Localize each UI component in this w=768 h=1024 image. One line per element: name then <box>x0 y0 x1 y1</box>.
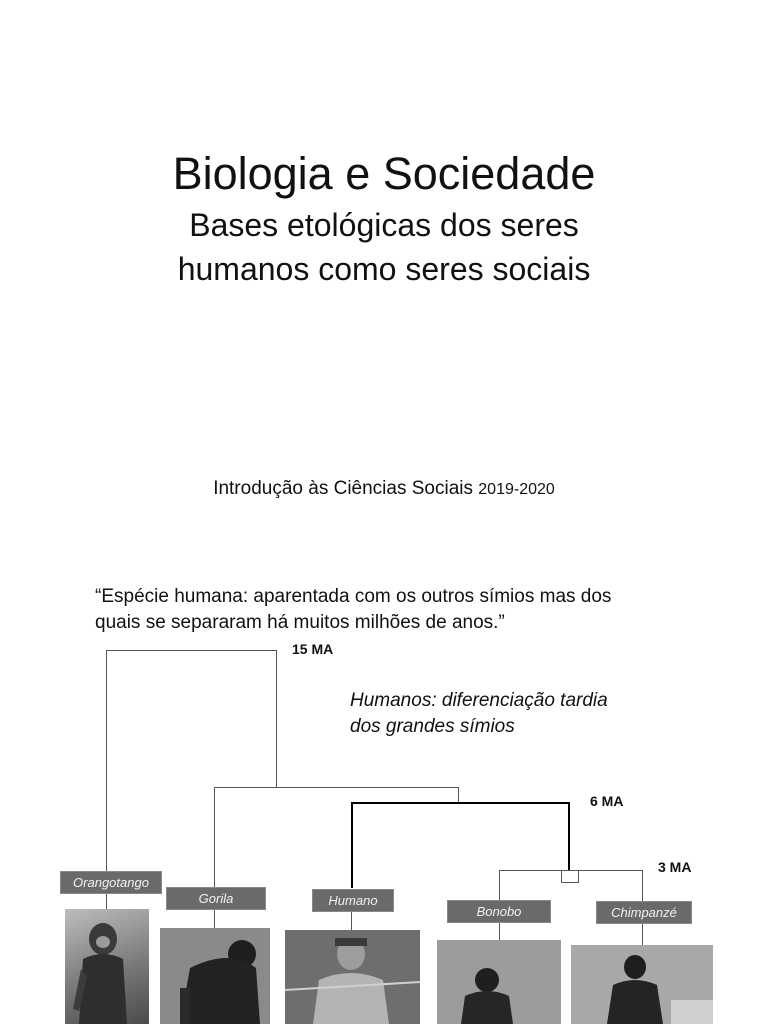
branch-pan-v <box>568 802 570 870</box>
branch-gorilla-v <box>214 787 215 887</box>
photo-chimpanzee <box>571 945 713 1024</box>
connector-human <box>351 912 352 930</box>
node-marker <box>561 870 579 883</box>
course-line <box>0 478 768 500</box>
branch-gorilla-h <box>214 787 458 788</box>
label-gorilla: Gorila <box>166 887 266 910</box>
photo-gorilla <box>160 928 270 1024</box>
subtitle-line-2: humanos como seres sociais <box>177 251 591 287</box>
branch-root-right-v <box>276 650 277 787</box>
page-title: Biologia e Sociedade <box>172 148 596 199</box>
connector-orangutan <box>106 893 107 909</box>
caption-line-2: dos grandes símios <box>350 716 515 737</box>
page-subtitle <box>0 203 768 291</box>
course-year: 2019-2020 <box>478 481 555 498</box>
tree-caption <box>350 688 680 740</box>
quote <box>95 584 715 636</box>
branch-root-h <box>106 650 276 651</box>
photo-orangutan <box>65 909 149 1024</box>
photo-bonobo <box>437 940 561 1024</box>
label-15-ma: 15 MA <box>292 641 334 657</box>
branch-human-v <box>351 802 353 888</box>
quote-line-1: “Espécie humana: aparentada com os outros símios mas dos <box>95 586 612 607</box>
label-bonobo: Bonobo <box>447 900 551 923</box>
quote-line-2: quais se separaram há muitos milhões de anos.” <box>95 612 505 633</box>
label-orangutan: Orangotango <box>60 871 162 894</box>
label-human: Humano <box>312 889 394 912</box>
branch-bonobo-v <box>499 870 500 902</box>
label-6-ma: 6 MA <box>590 793 624 809</box>
connector-bonobo <box>499 922 500 940</box>
subtitle-line-1: Bases etológicas dos seres <box>189 207 579 243</box>
caption-line-1: Humanos: diferenciação tardia <box>350 690 608 711</box>
label-3-ma: 3 MA <box>658 859 692 875</box>
connector-chimp <box>642 923 643 945</box>
branch-chimp-v <box>642 870 643 902</box>
branch-orangutan-v <box>106 650 107 872</box>
branch-rest-v <box>458 787 459 802</box>
course-name: Introdução às Ciências Sociais <box>213 478 473 499</box>
connector-gorilla <box>214 910 215 928</box>
branch-human-h <box>351 802 570 804</box>
photo-human <box>285 930 420 1024</box>
label-chimpanzee: Chimpanzé <box>596 901 692 924</box>
